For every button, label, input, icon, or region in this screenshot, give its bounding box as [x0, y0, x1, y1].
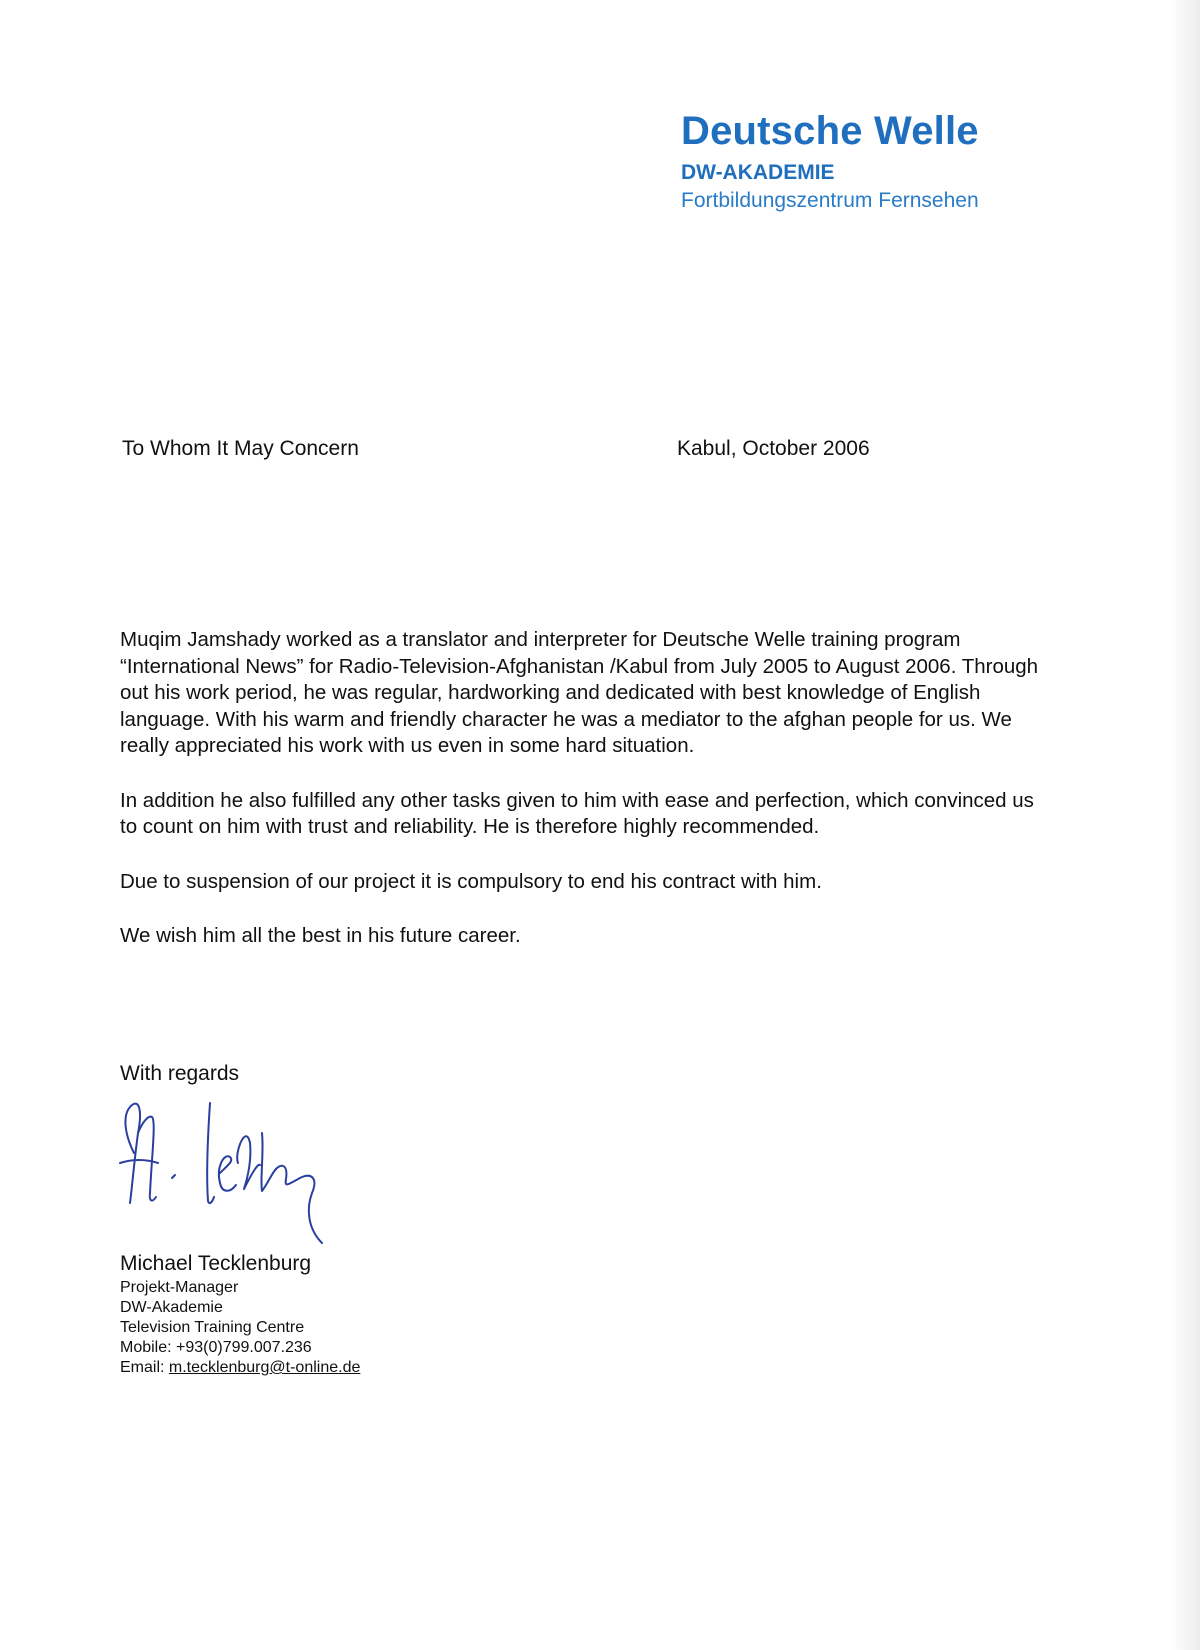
signature-stroke [138, 1117, 156, 1201]
department-name: DW-AKADEMIE [681, 161, 835, 184]
body-paragraph: Muqim Jamshady worked as a translator and interpreter for Deutsche Welle training program “International News” for Radio-Television-Afghanistan /Kabul from July 2005 to August 2006. Through out his work period, he was regular, hardworking and dedicated with best knowledge of English language. With his warm and friendly character he was a mediator to the afghan people for us. We really appreciated his work with us even in some hard situation. [120, 628, 1039, 757]
body-paragraph: We wish him all the best in his future career. [120, 924, 521, 947]
body-paragraph: Due to suspension of our project it is compulsory to end his contract with him. [120, 869, 822, 893]
mobile-label: Mobile: [120, 1339, 177, 1356]
signer-name: Michael Tecklenburg [120, 1252, 312, 1275]
center-name: Fortbildungszentrum Fernsehen [681, 189, 979, 212]
signature-stroke [276, 1166, 322, 1243]
signature-stroke [125, 1104, 140, 1203]
email-link[interactable]: m.tecklenburg@t-online.de [168, 1359, 361, 1376]
signature-stroke [237, 1136, 260, 1189]
closing: With regards [120, 1062, 240, 1085]
email-label: Email: [120, 1359, 169, 1376]
signer-title: Projekt-Manager [120, 1279, 239, 1296]
signer-details [120, 1250, 360, 1378]
signature-stroke [172, 1175, 175, 1178]
mobile-number: +93(0)799.007.236 [176, 1339, 312, 1356]
letterhead [681, 105, 1101, 215]
letter-body [120, 627, 1050, 950]
body-paragraph: In addition he also fulfilled any other tasks given to him with ease and perfection, which convinced us to count on him with trust and reliability. He is therefore highly recommended. [120, 788, 1034, 838]
organization-name: Deutsche Welle [681, 109, 979, 153]
place-date: Kabul, October 2006 [677, 437, 870, 460]
scanned-page-edge [1170, 0, 1200, 1650]
signer-mobile [120, 1338, 360, 1358]
signature-stroke [219, 1156, 236, 1190]
signature-stroke [207, 1103, 214, 1203]
signer-organization: DW-Akademie [120, 1299, 223, 1316]
handwritten-signature [112, 1093, 372, 1253]
salutation: To Whom It May Concern [122, 437, 359, 460]
signer-unit: Television Training Centre [120, 1319, 305, 1336]
signer-email [120, 1358, 360, 1378]
signature-stroke [261, 1133, 276, 1191]
